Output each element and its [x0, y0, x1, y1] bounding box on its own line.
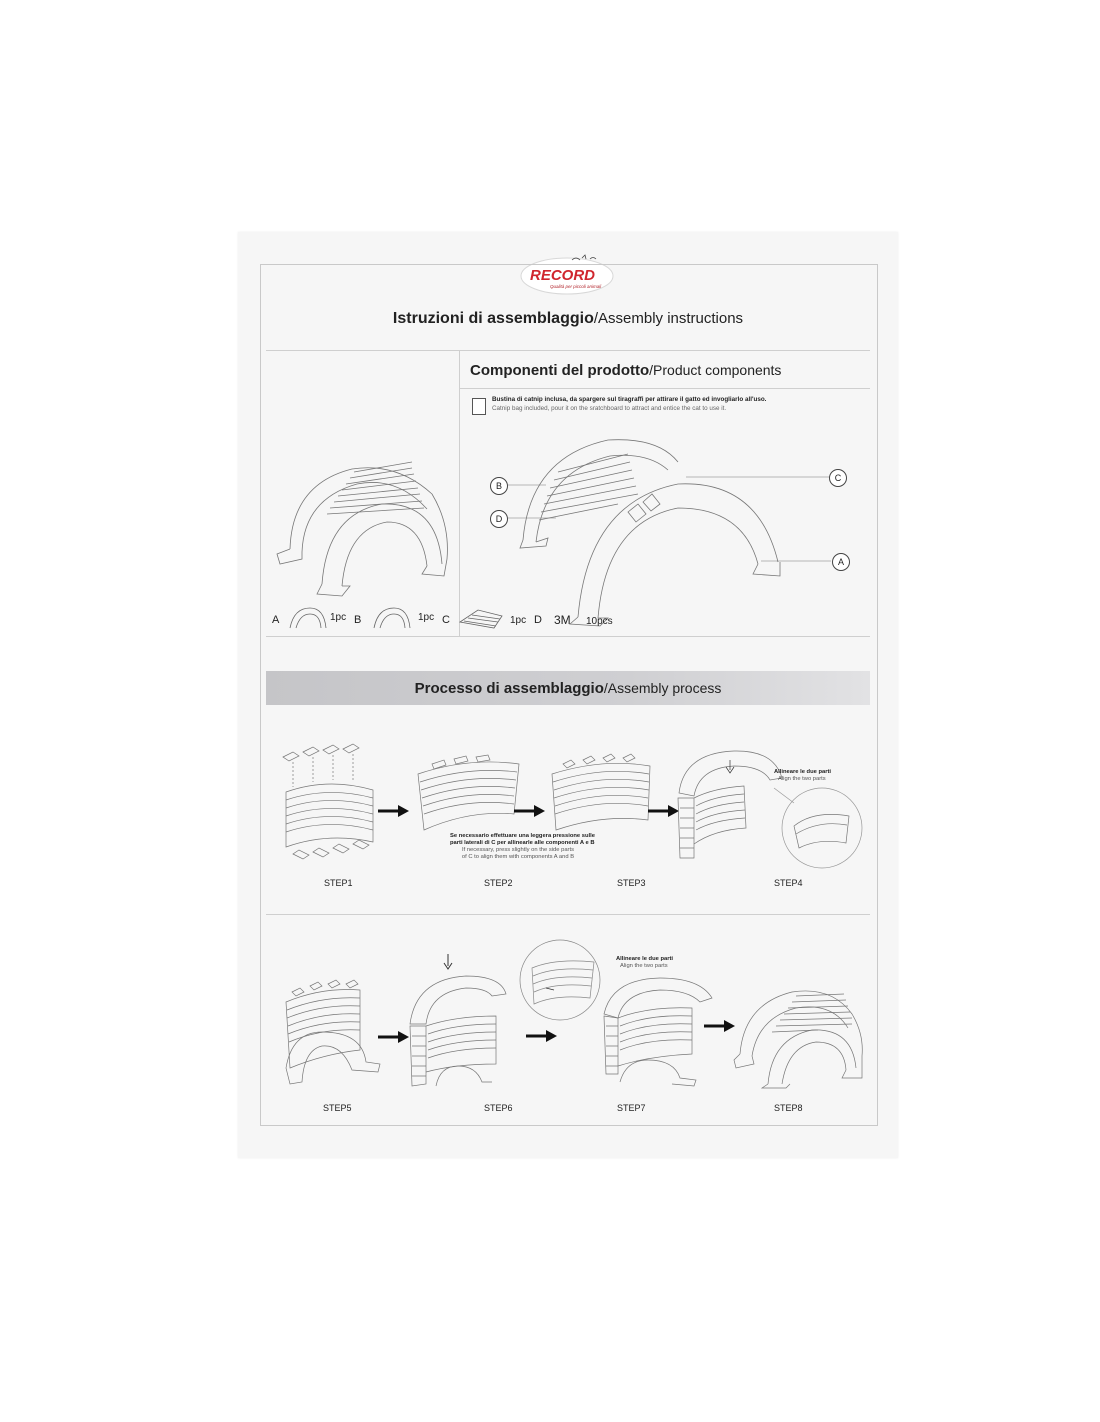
- part-a-icon: [288, 606, 328, 630]
- catnip-note-english: Catnip bag included, pour it on the sratchboard to attract and entice the cat to use it.: [492, 405, 727, 412]
- step4-align-note: [774, 769, 831, 783]
- instruction-sheet: [238, 232, 898, 1158]
- step2-label: STEP2: [484, 878, 513, 888]
- arrow-1-icon: [378, 804, 410, 818]
- title-english: /Assembly instructions: [593, 310, 744, 327]
- components-title: [470, 362, 781, 379]
- step4-align-english: Align the two parts: [778, 776, 826, 782]
- step5-label: STEP5: [323, 1103, 352, 1113]
- process-title-english: /Assembly process: [603, 680, 722, 696]
- part-c-letter: C: [442, 614, 450, 626]
- part-a-qty: 1pc: [330, 612, 347, 623]
- divider-parts: [266, 636, 870, 637]
- step8-drawing: [732, 984, 866, 1088]
- process-banner: [266, 671, 870, 705]
- step7-align-italian: Allineare le due parti: [616, 956, 674, 962]
- part-d-item: 3M: [554, 613, 571, 627]
- callout-d: D: [490, 510, 508, 528]
- divider-steps: [266, 914, 870, 915]
- step7-drawing: [600, 974, 720, 1090]
- step4-align-italian: Allineare le due parti: [774, 769, 832, 775]
- step6-detail-drawing: [516, 938, 606, 1024]
- title-italian: Istruzioni di assemblaggio: [392, 310, 594, 327]
- step2-drawing: [414, 752, 524, 832]
- step2-note-english-1: If necessary, press slightly on the side parts: [461, 847, 575, 853]
- step1-label: STEP1: [324, 878, 353, 888]
- step2-note-english-2: of C to align them with components A and B: [461, 854, 575, 860]
- components-title-italian: Componenti del prodotto: [470, 362, 650, 379]
- arrow-2-icon: [514, 804, 546, 818]
- step6-label: STEP6: [484, 1103, 513, 1113]
- logo-tagline: Qualità per piccoli animali: [550, 284, 602, 289]
- step7-align-note: [616, 956, 673, 970]
- step8-label: STEP8: [774, 1103, 803, 1113]
- step4-label: STEP4: [774, 878, 803, 888]
- divider-components: [459, 388, 870, 389]
- callout-c: C: [829, 469, 847, 487]
- callout-leaders: [506, 467, 846, 577]
- page-title: [238, 310, 898, 328]
- step2-note: [450, 833, 595, 861]
- callout-b: B: [490, 477, 508, 495]
- catnip-note-italian: Bustina di catnip inclusa, da spargere sul tiragraffi per attirare il gatto ed invogliarlo all'uso.: [492, 396, 767, 403]
- catnip-bag-icon: [472, 398, 486, 415]
- step4-drawing: [674, 748, 864, 868]
- step1-drawing: [278, 742, 378, 862]
- part-b-icon: [372, 606, 412, 630]
- part-d-qty: 10pcs: [586, 616, 613, 627]
- part-c-qty: 1pc: [510, 615, 527, 626]
- step2-note-italian-1: Se necessario effettuare una leggera pressione sulle: [450, 833, 595, 839]
- arrow-6-icon: [526, 1029, 558, 1043]
- part-a-letter: A: [272, 614, 280, 626]
- step2-note-italian-2: parti laterali di C per allinearle alle componenti A e B: [450, 840, 595, 846]
- step7-align-english: Align the two parts: [620, 963, 668, 969]
- part-d-letter: D: [534, 614, 542, 626]
- part-b-qty: 1pc: [418, 612, 435, 623]
- components-title-english: /Product components: [649, 362, 782, 378]
- step3-drawing: [548, 748, 658, 838]
- callout-a: A: [832, 553, 850, 571]
- step5-drawing: [282, 972, 386, 1090]
- parts-list: [244, 604, 892, 634]
- logo-brand: RECORD: [530, 267, 596, 284]
- divider-top: [266, 350, 870, 351]
- step6-drawing: [406, 954, 526, 1090]
- step3-label: STEP3: [617, 878, 646, 888]
- divider-vertical: [459, 350, 460, 636]
- assembled-preview-drawing: [272, 454, 452, 599]
- process-title: [266, 680, 870, 697]
- step7-label: STEP7: [617, 1103, 646, 1113]
- part-b-letter: B: [354, 614, 362, 626]
- part-c-icon: [458, 606, 506, 630]
- process-title-italian: Processo di assemblaggio: [414, 680, 604, 697]
